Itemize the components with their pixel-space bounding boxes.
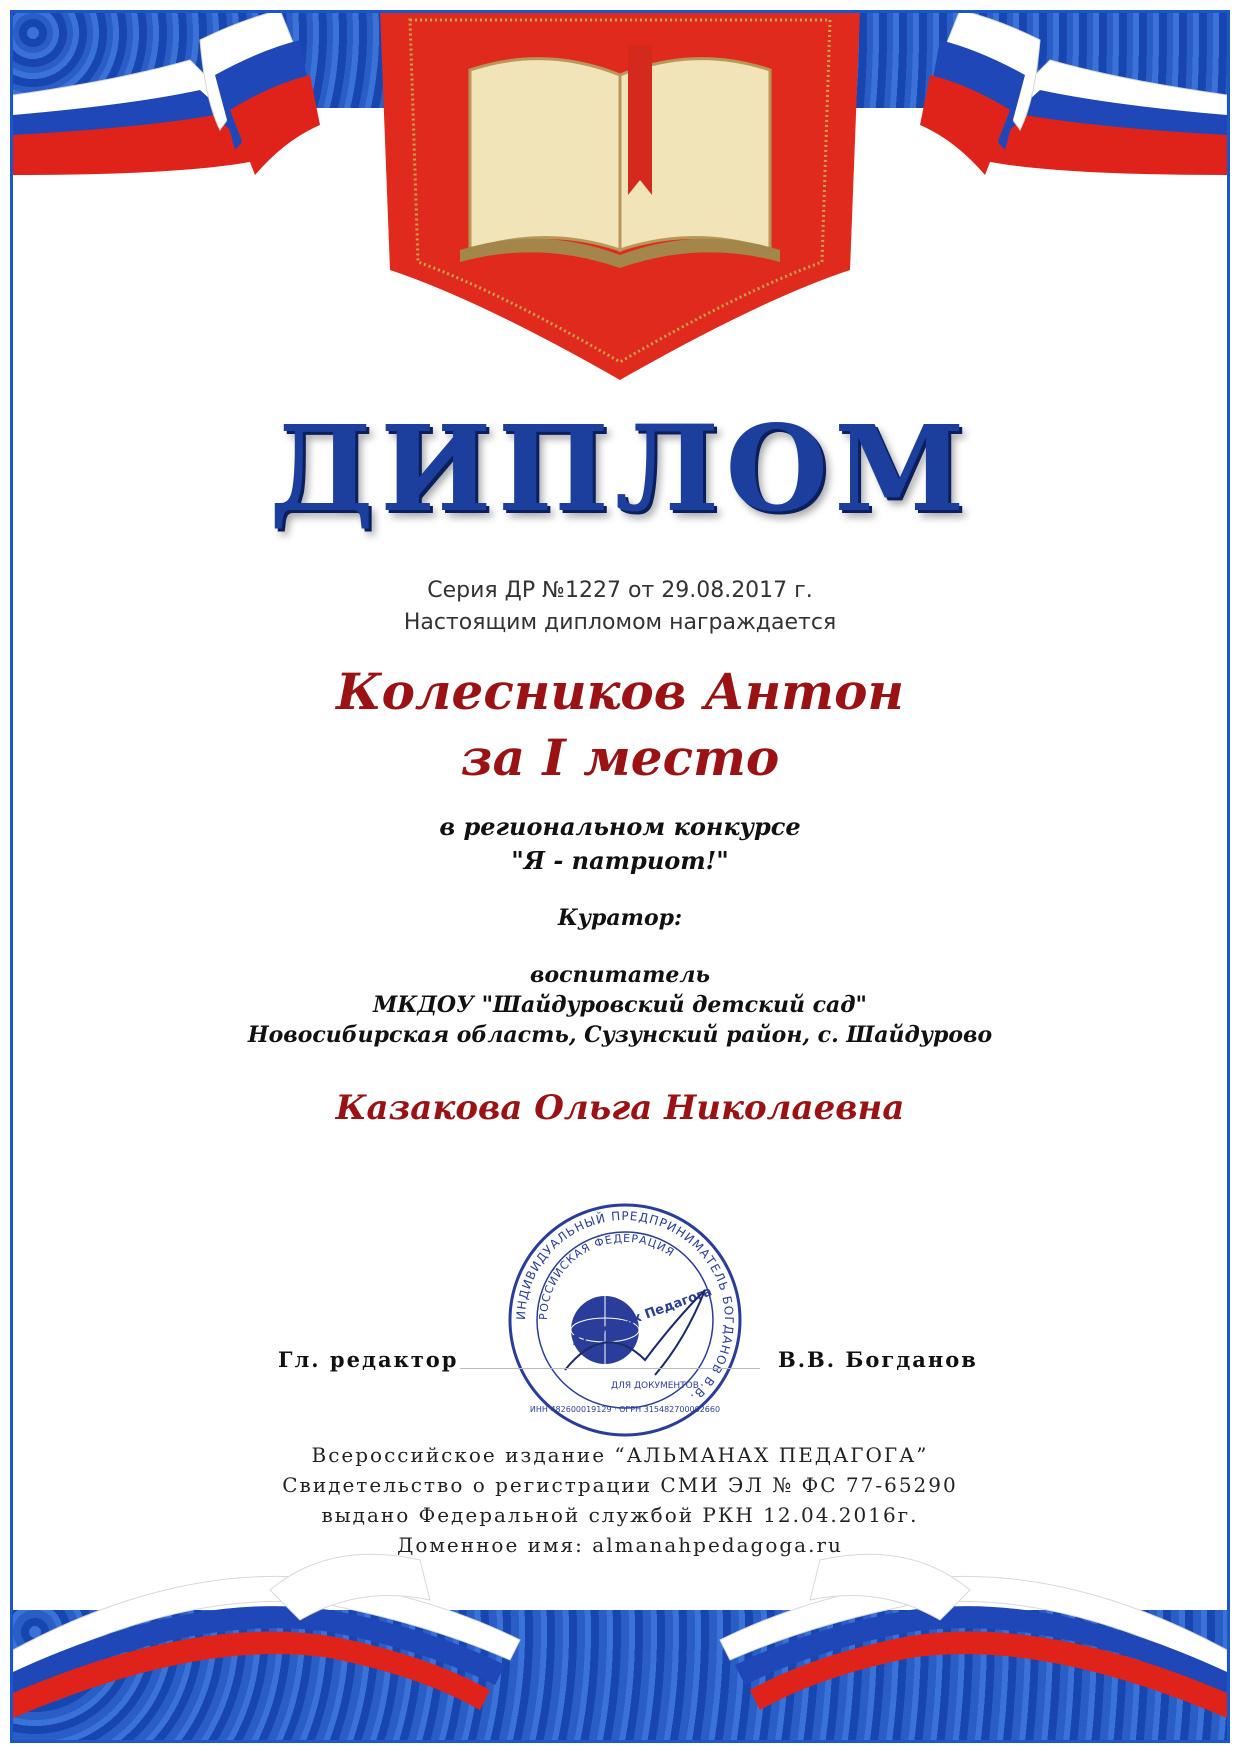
- award-intro: Настоящим дипломом награждается: [403, 610, 837, 635]
- seal-outer-text: ИНДИВИДУАЛЬНЫЙ ПРЕДПРИНИМАТЕЛЬ БОГДАНОВ В.В.: [513, 1208, 737, 1405]
- seal-center-text: Альманах Педагога: [569, 1284, 714, 1350]
- awardee-name: Колесников Антон: [336, 662, 904, 721]
- curator-organization: МКДОУ "Шайдуровский детский сад": [372, 992, 868, 1018]
- seal-bottom-text: ИНН 482600019129 · ОГРН 315482700002660: [529, 1405, 721, 1414]
- contest-line-2: "Я - патриот!": [511, 846, 729, 875]
- series-line: Серия ДР №1227 от 29.08.2017 г.: [427, 578, 813, 603]
- editor-name: В.В. Богданов: [778, 1347, 978, 1372]
- award-place: за I место: [460, 728, 780, 787]
- signature-line: [460, 1368, 760, 1369]
- curator-location: Новосибирская область, Сузунский район, с. Шайдурово: [247, 1022, 993, 1048]
- seal-for-docs: ДЛЯ ДОКУМЕНТОВ: [611, 1381, 699, 1391]
- publisher-seal: [505, 1200, 745, 1440]
- footer-registration: Свидетельство о регистрации СМИ ЭЛ № ФС 77-65290: [282, 1473, 958, 1497]
- footer-domain: Доменное имя: almanahpedagoga.ru: [397, 1533, 843, 1557]
- curator-position: воспитатель: [530, 962, 710, 988]
- curator-label: Куратор:: [557, 905, 683, 931]
- footer-issued-by: выдано Федеральной службой РКН 12.04.2016г.: [321, 1503, 919, 1527]
- editor-role-label: Гл. редактор: [278, 1347, 459, 1372]
- diploma-title: ДИПЛОМ: [269, 399, 971, 538]
- curator-name: Казакова Ольга Николаевна: [335, 1088, 905, 1128]
- contest-line-1: в региональном конкурсе: [439, 812, 801, 841]
- seal-inner-text: РОССИЙСКАЯ ФЕДЕРАЦИЯ: [536, 1231, 677, 1321]
- footer-publication: Всероссийское издание “АЛЬМАНАХ ПЕДАГОГА”: [311, 1443, 929, 1467]
